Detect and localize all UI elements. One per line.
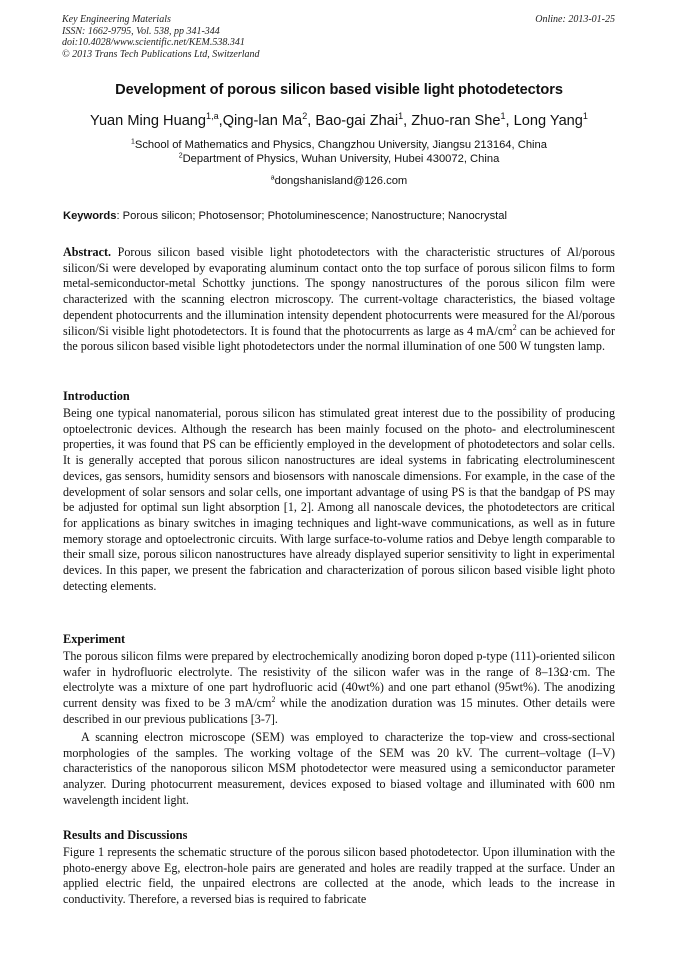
author-affiliation-mark: 1,a bbox=[206, 111, 219, 122]
results-paragraph: Figure 1 represents the schematic structure of the porous silicon based photodetector. Upon illumination with the photo-energy above Eg, electron-hole pairs are generated and holes are readily trapped at the surface. Under an applied electric field, the unpaired electrons are collected at the anode, which leads to the increase in conductivity. Therefore, a reversed bias is required to fabricate bbox=[63, 845, 615, 907]
journal-header bbox=[62, 14, 260, 60]
experiment-heading: Experiment bbox=[63, 632, 126, 646]
email-text: dongshanisland@126.com bbox=[274, 175, 408, 187]
author-email bbox=[0, 174, 678, 188]
email-mark: a bbox=[270, 174, 275, 182]
author-name: Qing-lan Ma bbox=[222, 113, 303, 129]
abstract-label: Abstract. bbox=[63, 245, 112, 259]
keywords-line bbox=[63, 210, 507, 222]
author-affiliation-mark: 1 bbox=[398, 111, 404, 122]
author-affiliation-mark: 1 bbox=[500, 111, 506, 122]
author-separator: , bbox=[403, 113, 412, 129]
affiliation-text: Department of Physics, Wuhan University, Hubei 430072, China bbox=[182, 153, 500, 165]
author-name: Long Yang bbox=[513, 113, 583, 129]
copyright-line: © 2013 Trans Tech Publications Ltd, Switzerland bbox=[62, 48, 260, 60]
affiliation-mark: 1 bbox=[131, 138, 135, 146]
experiment-paragraph-1 bbox=[63, 649, 615, 728]
author-affiliation-mark: 2 bbox=[302, 111, 308, 122]
experiment-text-end: while the anodization duration was 15 minutes. Other details were described in our previous publications [3-7]. bbox=[63, 696, 615, 726]
experiment-paragraph-2: A scanning electron microscope (SEM) was employed to characterize the top-view and cross-sectional morphologies of the samples. The working voltage of the SEM was 20 kV. The current–voltage (I–V) characteristics of the nanoporous silicon MSM photodetector were measured using a semiconductor parameter analyzer. During photocurrent measurement, devices exposed to biased voltage and illuminated with 600 nm wavelength incident light. bbox=[63, 730, 615, 807]
author-separator: , bbox=[505, 113, 514, 129]
superscript: 2 bbox=[512, 322, 517, 332]
results-heading: Results and Discussions bbox=[63, 828, 188, 842]
superscript: 2 bbox=[271, 695, 276, 705]
abstract-text: Porous silicon based visible light photodetectors with the characteristic structures of Al/porous silicon/Si were developed by evaporating aluminum contact onto the top surface of porous silicon films to form metal-semiconductor-metal Schottky junctions. The spongy nanostructures of the porous silicon film were characterized with the scanning electron microscopy. The current-voltage characteristics, the biased voltage dependent photocurrents and the illumination intensity dependent photocurrents were measured for the Al/porous silicon/Si visible light photodetectors. It is found that the photocurrents as large as 4 mA/cm bbox=[63, 245, 615, 338]
abstract-text-end: can be achieved for the porous silicon based visible light photodetectors under the normal illumination of one 500 W tungsten lamp. bbox=[63, 323, 615, 354]
author-name: Yuan Ming Huang bbox=[90, 113, 207, 129]
doi-line: doi:10.4028/www.scientific.net/KEM.538.341 bbox=[62, 37, 245, 48]
affiliation-text: School of Mathematics and Physics, Changzhou University, Jiangsu 213164, China bbox=[134, 139, 547, 151]
online-date: Online: 2013-01-25 bbox=[535, 14, 615, 25]
author-affiliation-mark: 1 bbox=[582, 111, 588, 122]
author-name: Bao-gai Zhai bbox=[315, 113, 399, 129]
affiliation-2 bbox=[0, 152, 678, 166]
introduction-paragraph: Being one typical nanomaterial, porous silicon has stimulated great interest due to the possibility of producing optoelectronic devices. Although the research has been mainly focused on the photo- and electroluminescent properties, it was found that PS can be efficiently employed in the development of photodetectors and solar cells. It is generally accepted that porous silicon nanostructures are ideal systems in fabricating electroluminescent devices, gas sensors, humidity sensors and biosensors with nanoscale dimensions. For example, in the case of the development of solar sensors and solar cells, one important advantage of using PS is that the bandgap of PS may be adjusted for optimal sun light absorption [1, 2]. Among all nanoscale devices, the photodetectors are critical for applications as binary switches in imaging techniques and light-wave communications, as well as in future memory storage and optoelectronic circuits. With large surface-to-volume ratios and Debye length comparable to their small size, porous silicon nanostructures have already displayed superior sensitivity to light in experimental devices. In this paper, we present the fabrication and characterization of porous silicon based visible light photo detecting elements. bbox=[63, 406, 615, 593]
author-name: Zhuo-ran She bbox=[411, 113, 501, 129]
keywords-label: Keywords bbox=[63, 210, 117, 222]
author-separator: , bbox=[218, 113, 223, 129]
paper-title: Development of porous silicon based visible light photodetectors bbox=[115, 82, 563, 98]
author-separator: , bbox=[307, 113, 316, 129]
affiliation-1 bbox=[0, 138, 678, 152]
journal-name: Key Engineering Materials bbox=[62, 14, 171, 25]
keywords-text: : Porous silicon; Photosensor; Photoluminescence; Nanostructure; Nanocrystal bbox=[116, 210, 507, 222]
author-list bbox=[0, 113, 678, 129]
affiliation-mark: 2 bbox=[178, 152, 183, 160]
experiment-text: The porous silicon films were prepared by electrochemically anodizing boron doped p-type (111)-oriented silicon wafer in hydrofluoric electrolyte. The resistivity of the silicon wafer was in the range of 8–13Ω·cm. The electrolyte was a mixture of one part hydrofluoric acid (40wt%) and one part ethanol (95wt%). The anodizing current density was fixed to be 3 mA/cm bbox=[63, 649, 615, 711]
abstract-paragraph bbox=[63, 245, 615, 355]
issn-line: ISSN: 1662-9795, Vol. 538, pp 341-344 bbox=[62, 25, 220, 37]
introduction-heading: Introduction bbox=[63, 389, 130, 403]
